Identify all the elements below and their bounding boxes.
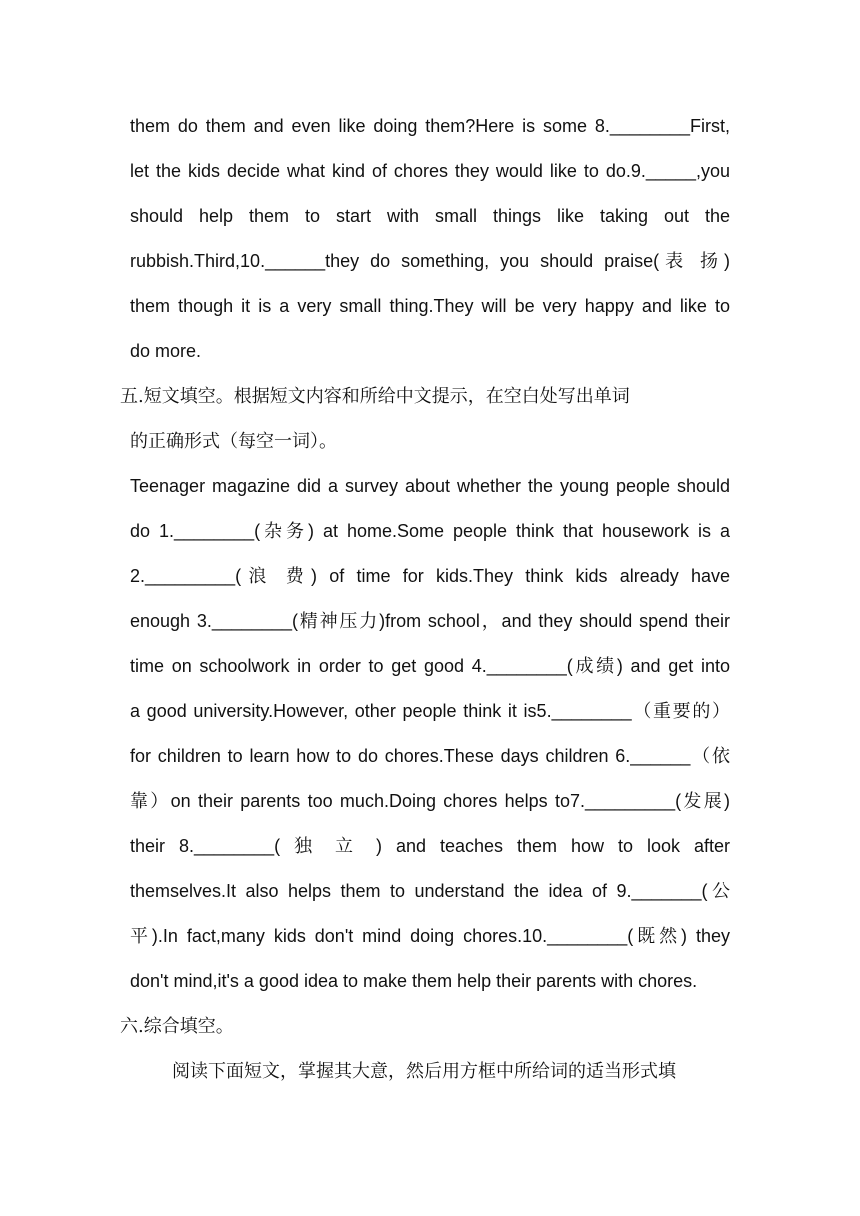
text-line: enough 3.________(精神压力)from school，and they should spend their: [130, 611, 730, 631]
text-line: their 8.________( 独 立 ) and teaches them how to look after: [130, 836, 730, 856]
text-line: for children to learn how to do chores.These days children 6.______（依: [130, 746, 730, 766]
passage-continued: [130, 104, 730, 374]
section-6-instruction: 阅读下面短文，掌握其大意，然后用方框中所给词的适当形式填: [172, 1061, 676, 1082]
text-line: should help them to start with small things like taking out the: [130, 206, 730, 226]
section-5-heading: 五.短文填空。根据短文内容和所给中文提示，在空白处写出单词: [120, 386, 630, 407]
text-line: them do them and even like doing them?Here is some 8.________First,: [130, 116, 730, 136]
section-6-heading: 六.综合填空。: [120, 1016, 234, 1037]
text-line: rubbish.Third,10.______they do something, you should praise(表 扬): [130, 251, 730, 271]
text-line: do more.: [130, 341, 202, 361]
section-5-heading-cont: 的正确形式（每空一词）。: [130, 431, 337, 452]
text-line: time on schoolwork in order to get good 4.________(成绩) and get into: [130, 656, 730, 676]
text-line: don't mind,it's a good idea to make them help their parents with chores.: [130, 971, 698, 991]
text-line: 2._________(浪 费) of time for kids.They think kids already have: [130, 566, 730, 586]
text-line: a good university.However, other people think it is5.________（重要的）: [130, 701, 730, 721]
text-line: them though it is a very small thing.They will be very happy and like to: [130, 296, 730, 316]
text-line: Teenager magazine did a survey about whether the young people should: [130, 476, 730, 496]
document-page: [120, 104, 730, 1094]
text-line: let the kids decide what kind of chores they would like to do.9._____,you: [130, 161, 730, 181]
text-line: do 1.________(杂务) at home.Some people think that housework is a: [130, 521, 730, 541]
text-line: themselves.It also helps them to understand the idea of 9._______(公: [130, 881, 730, 901]
section-6: [120, 1004, 730, 1094]
text-line: 平).In fact,many kids don't mind doing chores.10.________(既然) they: [130, 926, 730, 946]
section-5: [120, 374, 730, 1004]
text-line: 靠）on their parents too much.Doing chores helps to7._________(发展): [130, 791, 730, 811]
